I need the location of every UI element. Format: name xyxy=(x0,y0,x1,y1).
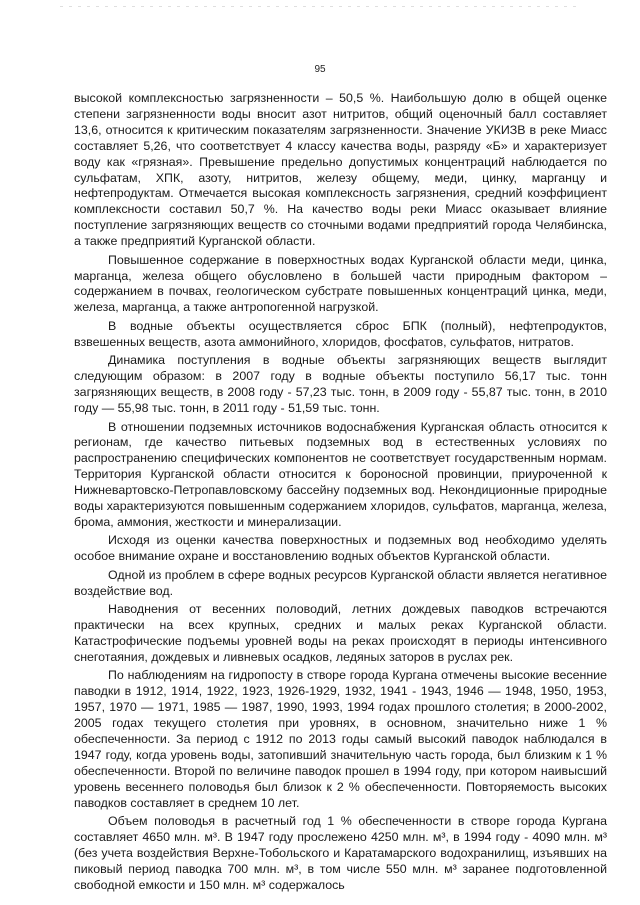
paragraph: Динамика поступления в водные объекты загрязняющих веществ выглядит следующим образом: в 2007 году в водные объекты поступило 56,17 тыс. тонн загрязняющих веществ, в 2008 году - 57,23 тыс. тонн, в 2009 году - 55,87 тыс. тонн, в 2010 году — 55,98 тыс. тонн, в 2011 году - 51,59 тыс. тонн. xyxy=(74,353,607,415)
paragraph: Одной из проблем в сфере водных ресурсов Курганской области является негативное воздействие вод. xyxy=(74,567,607,598)
page-number: 95 xyxy=(314,64,326,75)
paragraph: Наводнения от весенних половодий, летних дождевых паводков встречаются практически на всех крупных, средних и малых реках Курганской области. Катастрофические подъемы уровней воды на реках происходят в периоды интенсивного снеготаяния, дождевых и ливневых осадков, ледяных заторов в руслах рек. xyxy=(74,602,607,664)
paragraph: Повышенное содержание в поверхностных водах Курганской области меди, цинка, марганца, железа общего обусловлено в большей части природным фактором – содержанием в почвах, геологическом субстрате повышенных концентраций цинка, меди, железа, марганца, а также антропогенной нагрузкой. xyxy=(74,252,607,315)
page-body xyxy=(74,91,607,896)
paragraph: В отношении подземных источников водоснабжения Курганская область относится к регионам, где качество питьевых подземных вод в естественных условиях по распространению специфических компонентов не соответствует государственным нормам. Территория Курганской области относится к бороносной провинции, приуроченной к Нижневартовско-Петропавловскому бассейну подземных вод. Некондиционные природные воды характеризуются повышенным содержанием хлоридов, сульфатов, марганца, железа, брома, аммония, жесткости и минерализации. xyxy=(74,419,607,529)
paragraph: Исходя из оценки качества поверхностных и подземных вод необходимо уделять особое внимание охране и восстановлению водных объектов Курганской области. xyxy=(74,533,607,564)
paragraph: В водные объекты осуществляется сброс БПК (полный), нефтепродуктов, взвешенных веществ, азота аммонийного, хлоридов, фосфатов, сульфатов, нитратов. xyxy=(74,318,607,349)
scan-artifact xyxy=(60,6,580,7)
paragraph: Объем половодья в расчетный год 1 % обеспеченности в створе города Кургана составляет 4650 млн. м³. В 1947 году прослежено 4250 млн. м³, в 1994 году - 4090 млн. м³ (без учета воздействия Верхне-Тобольского и Каратамарского водохранилищ, изъявших на пиковый период паводка 700 млн. м³, в том числе 550 млн. м³ заранее подготовленной свободной емкости и 150 млн. м³ содержалось xyxy=(74,814,607,892)
paragraph: По наблюдениям на гидропосту в створе города Кургана отмечены высокие весенние паводки в 1912, 1914, 1922, 1923, 1926-1929, 1932, 1941 - 1943, 1946 — 1948, 1950, 1953, 1957, 1970 — 1971, 1985 — 1987, 1990, 1993, 1994 годах прошлого столетия; в 2000-2002, 2005 годах текущего столетия при уровнях, в основном, значительно ниже 1 % обеспеченности. За период с 1912 по 2013 годы самый высокий паводок наблюдался в 1947 году, когда уровень воды, затопивший значительную часть города, был близким к 1 % обеспеченности. Второй по величине паводок прошел в 1994 году, при котором наивысший уровень весеннего половодья был близок к 2 % обеспеченности. Повторяемость высоких паводков составляет в среднем 10 лет. xyxy=(74,668,607,810)
paragraph: высокой комплексностью загрязненности – 50,5 %. Наибольшую долю в общей оценке степени загрязненности воды вносит азот нитритов, общий оценочный балл составляет 13,6, относится к критическим показателям загрязненности. Значение УКИЗВ в реке Миасс составляет 5,26, что соответствует 4 классу качества воды, разряду «Б» и характеризует воду как «грязная». Превышение предельно допустимых концентраций наблюдается по сульфатам, ХПК, азоту, нитритов, железу общему, меди, цинку, марганцу и нефтепродуктам. Отмечается высокая комплексность загрязнения, средний коэффициент комплексности составил 50,7 %. На качество воды реки Миасс оказывает влияние поступление загрязняющих веществ со сточными водами предприятий города Челябинска, а также предприятий Курганской области. xyxy=(74,91,607,249)
